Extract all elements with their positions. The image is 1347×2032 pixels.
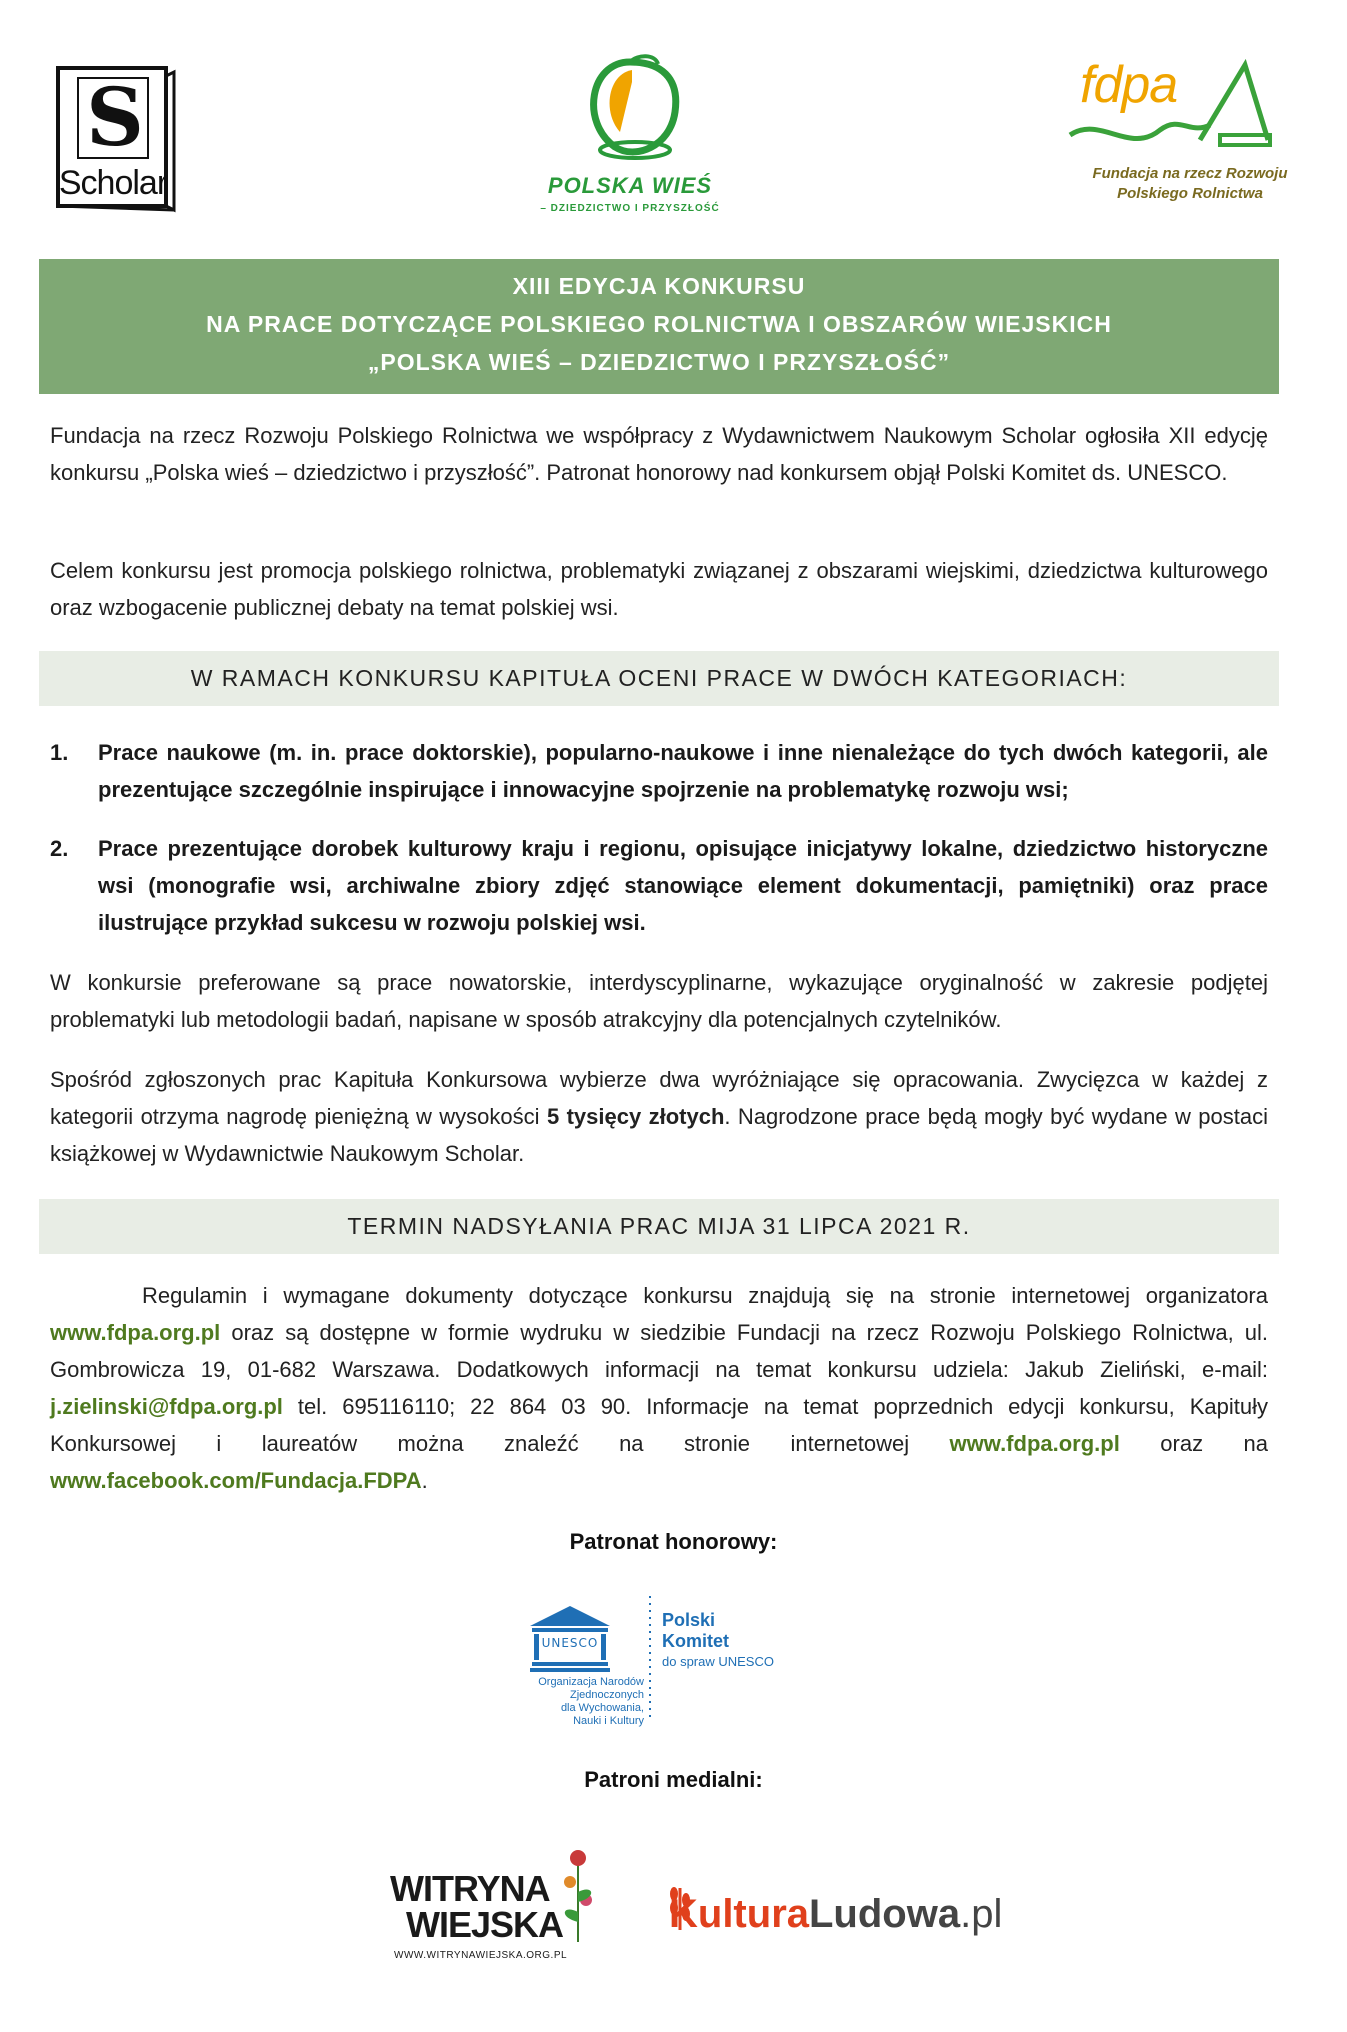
kultura-ludowa-logo bbox=[665, 1880, 1005, 1960]
unesco-org-1: Organizacja Narodów bbox=[538, 1676, 644, 1688]
honorary-patronage-label: Patronat honorowy: bbox=[569, 1529, 778, 1554]
unesco-logo bbox=[520, 1588, 820, 1728]
witryna-url: WWW.WITRYNAWIEJSKA.ORG.PL bbox=[394, 1950, 568, 1961]
facebook-link[interactable]: www.facebook.com/Fundacja.FDPA bbox=[50, 1468, 422, 1493]
fdpa-website-link-2[interactable]: www.fdpa.org.pl bbox=[949, 1431, 1120, 1456]
category-item-1-number: 1. bbox=[50, 740, 69, 765]
prize-text-start: Spośród zgłoszonych prac Kapituła Konkursowa wybierze dwa wyróżniające się opracowania. Zwycięzca w każdej z kategorii otrzyma nagrodę pieniężną w wysokości bbox=[50, 1067, 1268, 1129]
email-link[interactable]: j.zielinski@fdpa.org.pl bbox=[50, 1394, 283, 1419]
intro-paragraph-1: Fundacja na rzecz Rozwoju Polskiego Rolnictwa we współpracy z Wydawnictwem Naukowym Scholar ogłosiła XII edycję konkursu „Polska wieś – dziedzictwo i przyszłość”. Patronat honorowy nad konkursem objął Polski Komitet ds. UNESCO. bbox=[50, 423, 1268, 485]
details-paragraph-1: W konkursie preferowane są prace nowatorskie, interdyscyplinarne, wykazujące oryginalność w zakresie podjętej problematyki lub metodologii badań, napisane w sposób atrakcyjny dla potencjalnych czytelników. bbox=[50, 970, 1268, 1032]
witryna-wiejska-logo bbox=[390, 1850, 610, 1980]
contact-text-5: . bbox=[421, 1468, 428, 1493]
logo-row bbox=[0, 0, 1347, 250]
category-item-1-text: Prace naukowe (m. in. prace doktorskie), popularno-naukowe i inne nienależące do tych dwóch kategorii, ale prezentujące szczególnie inspirujące i innowacyjne spojrzenie na problematykę rozwoju wsi; bbox=[98, 740, 1268, 802]
unesco-org-4: Nauki i Kultury bbox=[573, 1715, 644, 1727]
fdpa-line2: Polskiego Rolnictwa bbox=[1117, 185, 1263, 202]
witryna-line-1: WITRYNA bbox=[390, 1868, 550, 1909]
fdpa-logo bbox=[1060, 55, 1300, 215]
scholar-logo bbox=[50, 64, 180, 214]
header-line-3: „POLSKA WIEŚ – DZIEDZICTWO I PRZYSZŁOŚĆ” bbox=[367, 349, 951, 375]
unesco-word: UNESCO bbox=[541, 1636, 599, 1650]
contact-paragraph bbox=[50, 1277, 1268, 1499]
details-paragraph-2 bbox=[50, 1061, 1268, 1172]
category-item-1 bbox=[50, 734, 1268, 808]
contact-text-1: Regulamin i wymagane dokumenty dotyczące konkursu znajdują się na stronie internetowej organizatora bbox=[142, 1283, 1268, 1308]
fdpa-name: fdpa bbox=[1080, 56, 1178, 114]
kultura-part-2: Ludowa bbox=[809, 1892, 961, 1936]
polska-wies-emblem bbox=[520, 52, 740, 172]
contact-text-4: oraz na bbox=[1119, 1431, 1268, 1456]
prize-text-end: . Nagrodzone prace będą mogły być wydane w postaci książkowej w Wydawnictwie Naukowym Scholar. bbox=[50, 1104, 1268, 1166]
scholar-letter: S bbox=[86, 70, 144, 164]
witryna-line-2: WIEJSKA bbox=[406, 1904, 564, 1945]
polska-wies-logo bbox=[520, 52, 740, 222]
category-item-2-number: 2. bbox=[50, 836, 69, 861]
unesco-org-3: dla Wychowania, bbox=[560, 1702, 644, 1714]
polish-committee-line-1: Polski bbox=[662, 1610, 716, 1630]
media-patrons-label: Patroni medialni: bbox=[584, 1767, 763, 1792]
polish-committee-line-2: Komitet bbox=[662, 1631, 729, 1651]
kultura-part-1: Kultura bbox=[669, 1892, 809, 1936]
deadline-banner: TERMIN NADSYŁANIA PRAC MIJA 31 LIPCA 2021 R. bbox=[39, 1199, 1279, 1254]
scholar-name: Scholar bbox=[58, 164, 168, 202]
fdpa-line1: Fundacja na rzecz Rozwoju bbox=[1092, 165, 1288, 182]
prize-amount: 5 tysięcy złotych bbox=[546, 1104, 725, 1129]
kultura-wordmark bbox=[669, 1892, 1002, 1937]
categories-heading: W RAMACH KONKURSU KAPITUŁA OCENI PRACE W DWÓCH KATEGORIACH: bbox=[39, 651, 1279, 706]
contact-text-2: oraz są dostępne w formie wydruku w siedzibie Fundacji na rzecz Rozwoju Polskiego Rolnictwa, ul. Gombrowicza 19, 01-682 Warszawa. Dodatkowych informacji na temat konkursu udziela: Jakub Zieliński, e-mail: bbox=[50, 1320, 1268, 1382]
polska-wies-tagline: – DZIEDZICTWO I PRZYSZŁOŚĆ bbox=[540, 203, 720, 214]
header-line-2: NA PRACE DOTYCZĄCE POLSKIEGO ROLNICTWA I OBSZARÓW WIEJSKICH bbox=[206, 311, 1112, 337]
fdpa-website-link[interactable]: www.fdpa.org.pl bbox=[50, 1320, 221, 1345]
header-banner bbox=[39, 259, 1279, 394]
contact-text-3: tel. 695116110; 22 864 03 90. Informacje na temat poprzednich edycji konkursu, Kapituły Konkursowej i laureatów można znaleźć na stronie internetowej bbox=[50, 1394, 1268, 1456]
unesco-org-2: Zjednoczonych bbox=[570, 1689, 644, 1701]
kultura-part-3: .pl bbox=[960, 1892, 1003, 1936]
category-item-2 bbox=[50, 830, 1268, 941]
intro-paragraph-2: Celem konkursu jest promocja polskiego rolnictwa, problematyki związanej z obszarami wiejskimi, dziedzictwa kulturowego oraz wzbogacenie publicznej debaty na temat polskiej wsi. bbox=[50, 558, 1268, 620]
header-line-1: XIII EDYCJA KONKURSU bbox=[512, 273, 806, 299]
polska-wies-name: POLSKA WIEŚ bbox=[547, 173, 713, 198]
category-item-2-text: Prace prezentujące dorobek kulturowy kraju i regionu, opisujące inicjatywy lokalne, dziedzictwo historyczne wsi (monografie wsi, archiwalne zbiory zdjęć stanowiące element dokumentacji, pamiętniki) oraz prace ilustrujące przykład sukcesu w rozwoju polskiej wsi. bbox=[98, 836, 1268, 935]
polish-committee-line-3: do spraw UNESCO bbox=[662, 1654, 774, 1669]
